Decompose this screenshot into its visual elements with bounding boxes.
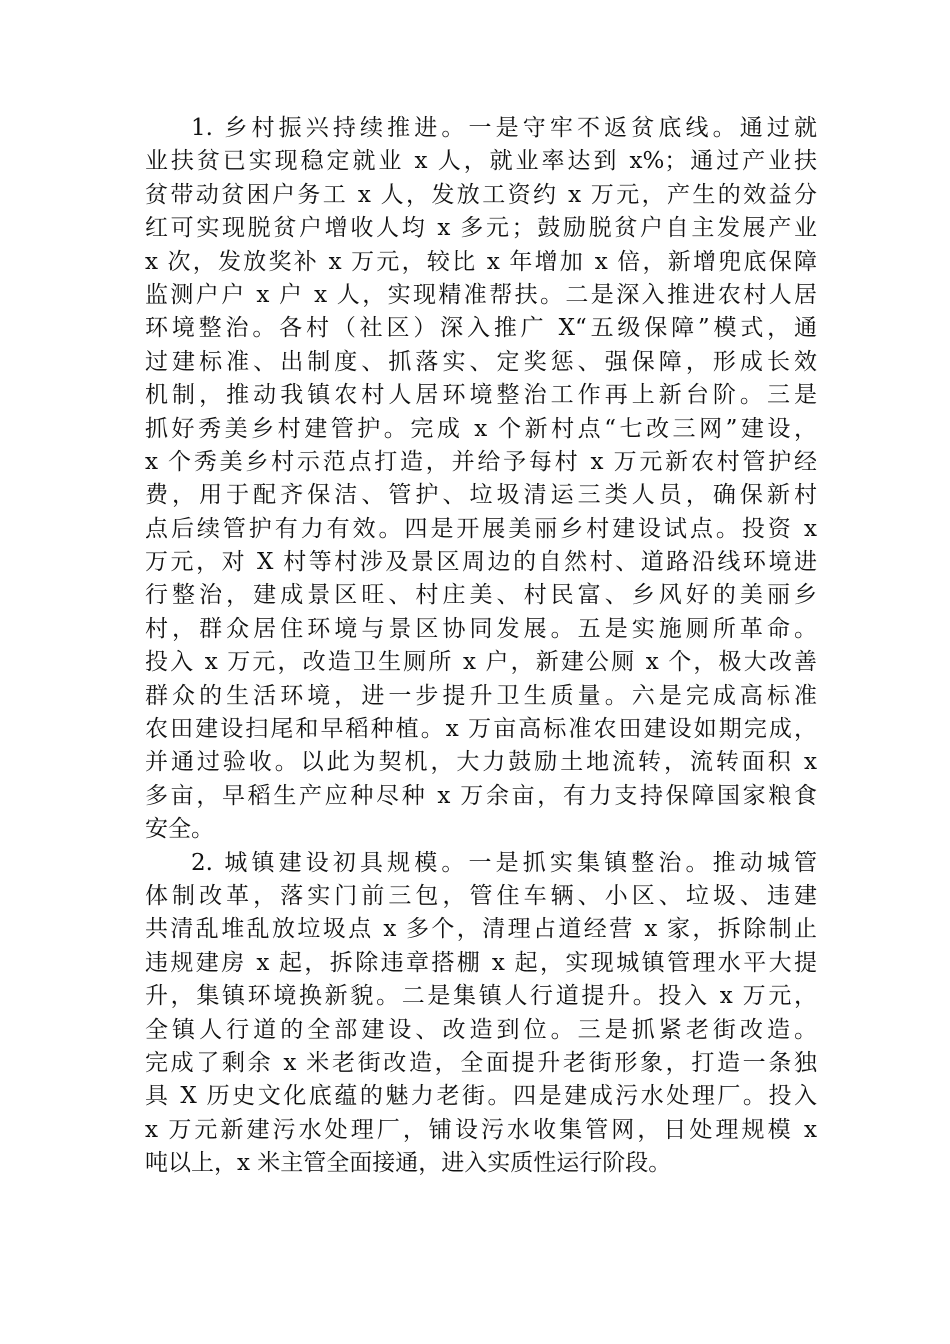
text-line: 全镇人行道的全部建设、改造到位。三是抓紧老街改造。 <box>145 1016 817 1043</box>
text-line: 违规建房 x 起，拆除违章搭棚 x 起，实现城镇管理水平大提 <box>145 949 817 976</box>
text-line: 贫带动贫困户务工 x 人，发放工资约 x 万元，产生的效益分 <box>145 181 817 208</box>
text-line: 环境整治。各村（社区）深入推广 X“五级保障”模式，通 <box>145 315 817 342</box>
text-line: x 个秀美乡村示范点打造，并给予每村 x 万元新农村管护经 <box>145 448 817 475</box>
text-line: 过建标准、出制度、抓落实、定奖惩、强保障，形成长效 <box>145 348 817 375</box>
text-line: x 万元新建污水处理厂，铺设污水收集管网，日处理规模 x <box>145 1116 817 1143</box>
text-line: 完成了剩余 x 米老街改造，全面提升老街形象，打造一条独 <box>145 1049 817 1076</box>
text-line: 农田建设扫尾和早稻种植。x 万亩高标准农田建设如期完成， <box>145 716 817 743</box>
text-line: 抓好秀美乡村建管护。完成 x 个新村点“七改三网”建设， <box>145 415 817 442</box>
text-line: 点后续管护有力有效。四是开展美丽乡村建设试点。投资 x <box>145 515 817 542</box>
text-line: 投入 x 万元，改造卫生厕所 x 户，新建公厕 x 个，极大改善 <box>145 649 817 676</box>
text-line: 费，用于配齐保洁、管护、垃圾清运三类人员，确保新村 <box>145 482 817 509</box>
text-line: 监测户户 x 户 x 人，实现精准帮扶。二是深入推进农村人居 <box>145 281 817 308</box>
text-line: 行整治，建成景区旺、村庄美、村民富、乡风好的美丽乡 <box>145 582 817 609</box>
text-line: 共清乱堆乱放垃圾点 x 多个，清理占道经营 x 家，拆除制止 <box>145 916 817 943</box>
text-line: 吨以上，x 米主管全面接通，进入实质性运行阶段。 <box>145 1150 672 1177</box>
text-line: 具 X 历史文化底蕴的魅力老街。四是建成污水处理厂。投入 <box>145 1083 817 1110</box>
paragraph-town-construction <box>145 847 817 1181</box>
text-line: 村，群众居住环境与景区协同发展。五是实施厕所革命。 <box>145 615 817 642</box>
text-line: 机制，推动我镇农村人居环境整治工作再上新台阶。三是 <box>145 382 817 409</box>
text-line: 多亩，早稻生产应种尽种 x 万余亩，有力支持保障国家粮食 <box>145 782 817 809</box>
text-line: 群众的生活环境，进一步提升卫生质量。六是完成高标准 <box>145 682 817 709</box>
text-line: 业扶贫已实现稳定就业 x 人，就业率达到 x%；通过产业扶 <box>145 148 817 175</box>
text-line: 并通过验收。以此为契机，大力鼓励土地流转，流转面积 x <box>145 749 817 776</box>
text-line: 升，集镇环境换新貌。二是集镇人行道提升。投入 x 万元， <box>145 983 817 1010</box>
paragraph-rural-revitalization <box>145 112 817 847</box>
text-line: 安全。 <box>145 816 214 843</box>
text-line: 体制改革，落实门前三包，管住车辆、小区、垃圾、违建 <box>145 882 817 909</box>
text-line: 万元，对 X 村等村涉及景区周边的自然村、道路沿线环境进 <box>145 549 817 576</box>
text-line: 1. 乡村振兴持续推进。一是守牢不返贫底线。通过就 <box>191 115 817 141</box>
text-line: 2. 城镇建设初具规模。一是抓实集镇整治。推动城管 <box>191 849 817 876</box>
document-body <box>145 112 817 1181</box>
text-line: 红可实现脱贫户增收人均 x 多元；鼓励脱贫户自主发展产业 <box>145 215 817 242</box>
text-line: x 次，发放奖补 x 万元，较比 x 年增加 x 倍，新增兜底保障 <box>145 248 817 275</box>
